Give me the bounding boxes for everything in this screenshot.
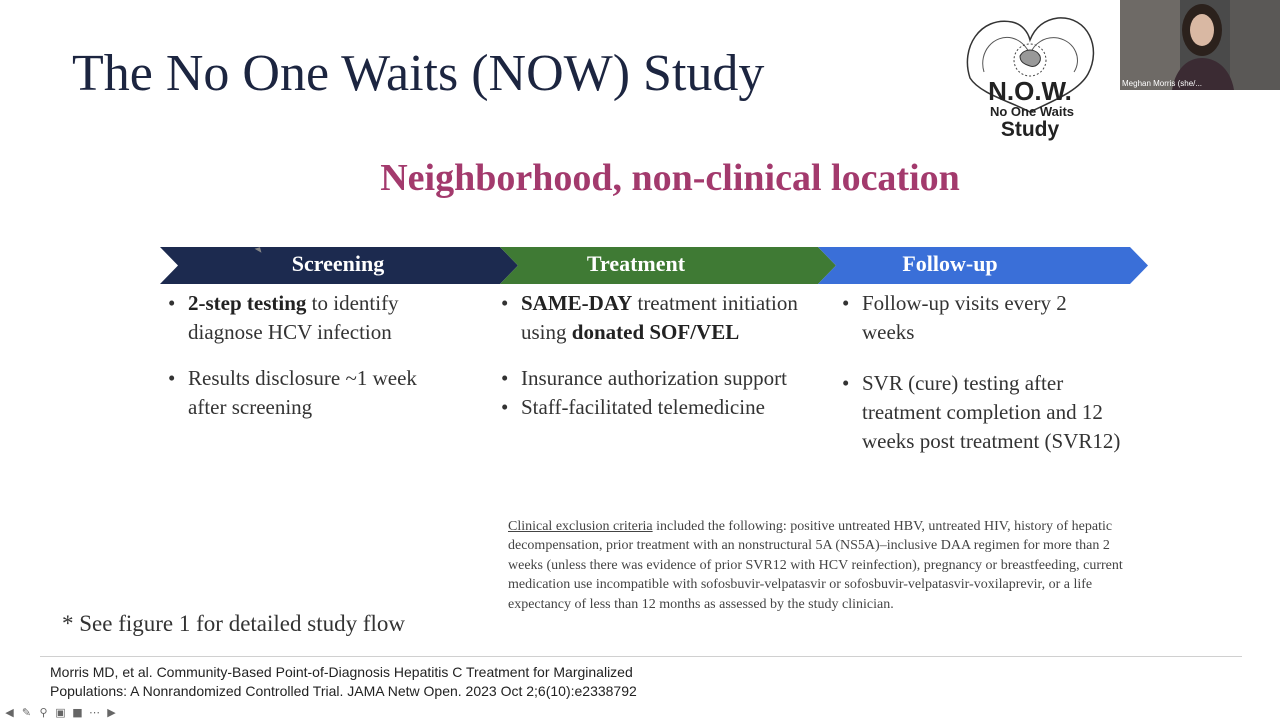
citation-line-2: Populations: A Nonrandomized Controlled Trial. JAMA Netw Open. 2023 Oct 2;6(10):e2338792 <box>50 683 637 699</box>
followup-bullet-1: • Follow-up visits every 2 weeks <box>842 289 1122 347</box>
treatment-bullet-2: • Insurance authorization support <box>501 364 801 393</box>
camera-icon[interactable]: ■ <box>72 705 83 719</box>
divider <box>40 656 1242 657</box>
screening-bullet-2: • Results disclosure ~1 week after screening <box>168 364 458 422</box>
logo-line3: Study <box>1000 118 1060 141</box>
exclusion-text: included the following: positive untreated HBV, untreated HIV, history of hepatic decompensation, prior treatment with an nonstructural 5A (NS5A)–inclusive DAA regimen for more than 2 weeks (unless there was evidence of prior SVR12 with HCV reinfection), pregnancy or breastfeeding, current medication use incompatible with sofosbuvir-velpatasvir or sofosbuvir-velpatasvir-voxilaprevir, or a life expectancy of less than 12 months as assessed by the study clinician. <box>508 519 1123 612</box>
logo-line2: No One Waits <box>989 104 1075 119</box>
participant-video[interactable] <box>1120 0 1280 90</box>
now-study-logo <box>950 8 1110 142</box>
treatment-column <box>501 289 801 422</box>
citation <box>50 663 637 701</box>
logo-line1: N.O.W. <box>988 76 1072 106</box>
more-icon[interactable]: ⋯ <box>89 705 100 719</box>
treatment-bullet-3: • Staff-facilitated telemedicine <box>501 393 801 422</box>
followup-column <box>842 289 1122 456</box>
followup-bullet-2: • SVR (cure) testing after treatment completion and 12 weeks post treatment (SVR12) <box>842 369 1122 456</box>
exclusion-heading: Clinical exclusion criteria <box>508 519 653 534</box>
presentation-toolbar <box>2 704 119 720</box>
slide-subtitle: Neighborhood, non-clinical location <box>380 157 960 199</box>
phase-screening-label: Screening <box>291 251 385 276</box>
screening-bullet-1: • 2-step testing to identify diagnose HCV infection <box>168 289 458 347</box>
screening-column <box>168 289 458 422</box>
back-icon[interactable]: ◀ <box>5 705 14 719</box>
treatment-bullet-1: • SAME-DAY treatment initiation using donated SOF/VEL <box>501 289 801 347</box>
zoom-icon[interactable]: ⚲ <box>39 705 48 719</box>
footnote: * See figure 1 for detailed study flow <box>62 611 405 636</box>
participant-name: Meghan Morris (she/... <box>1122 79 1203 88</box>
citation-line-1: Morris MD, et al. Community-Based Point-of-Diagnosis Hepatitis C Treatment for Marginalized <box>50 664 633 680</box>
forward-icon[interactable]: ▶ <box>107 705 116 719</box>
phase-followup-label: Follow-up <box>902 251 998 276</box>
phase-treatment-label: Treatment <box>586 251 686 276</box>
screen-icon[interactable]: ▣ <box>55 705 66 719</box>
slide-title: The No One Waits (NOW) Study <box>72 45 765 102</box>
exclusion-criteria <box>508 517 1133 614</box>
participant-silhouette <box>1120 0 1280 90</box>
pen-icon[interactable]: ✎ <box>21 705 32 719</box>
